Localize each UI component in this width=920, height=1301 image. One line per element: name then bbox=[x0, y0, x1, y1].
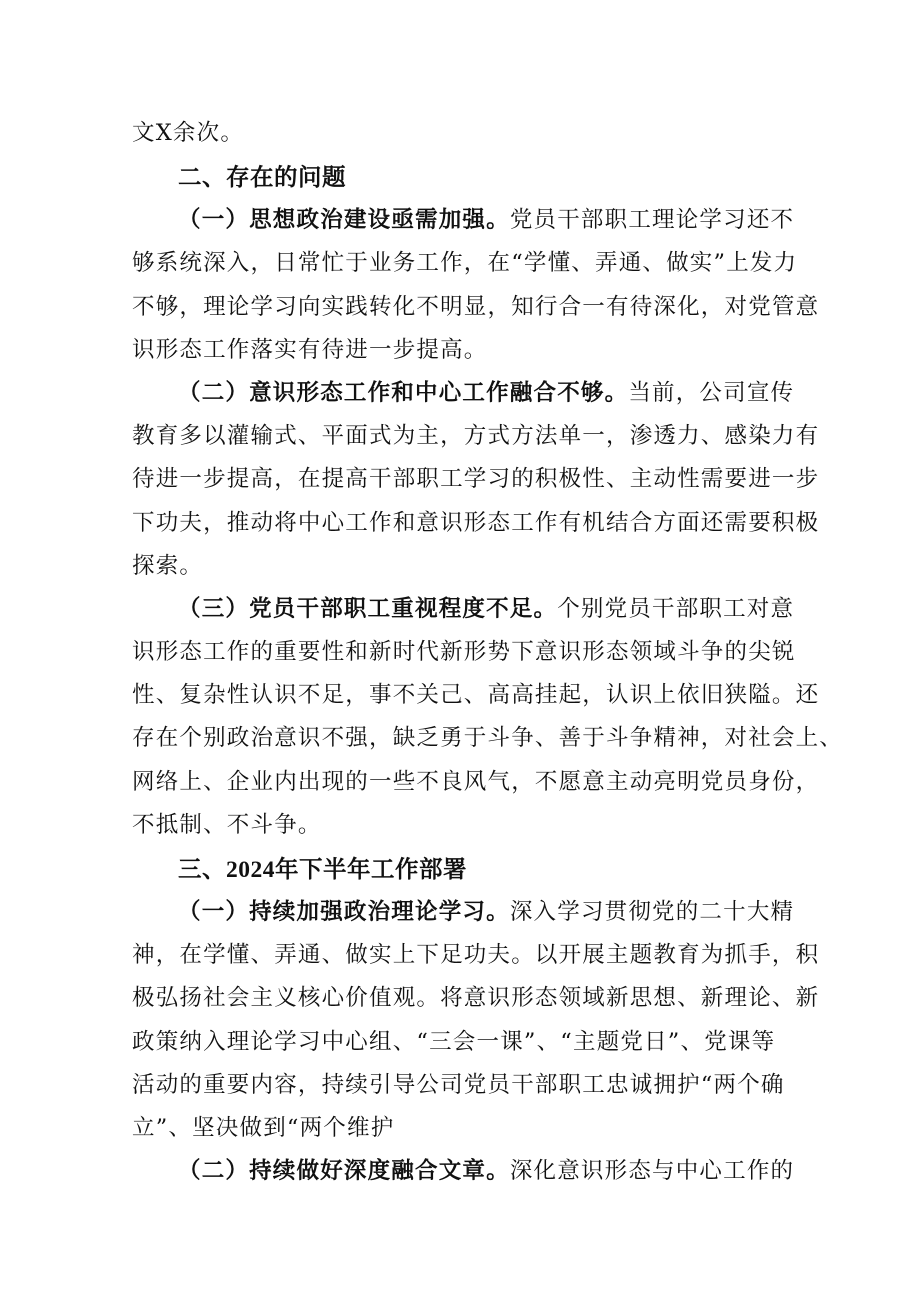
heading-year: 2024 bbox=[226, 857, 275, 883]
paragraph-line: 识形态工作落实有待进一步提高。 bbox=[132, 336, 488, 363]
paragraph-line: 活动的重要内容，持续引导公司党员干部职工忠诚拥护“两个确 bbox=[132, 1071, 785, 1098]
section-2-paragraph-1 bbox=[132, 199, 820, 372]
paragraph-line: 存在个别政治意识不强，缺乏勇于斗争、善于斗争精神，对社会上、 bbox=[132, 725, 844, 752]
paragraph-line: 网络上、企业内出现的一些不良风气，不愿意主动亮明党员身份， bbox=[132, 768, 820, 795]
section-3-paragraph-1 bbox=[132, 891, 820, 1150]
section-3-paragraph-2 bbox=[132, 1150, 797, 1193]
heading-prefix: 三、 bbox=[178, 855, 226, 883]
paragraph-line: 极弘扬社会主义核心价值观。将意识形态领域新思想、新理论、新 bbox=[132, 985, 820, 1012]
paragraph-line bbox=[132, 372, 797, 415]
intro-tail-line: 文X余次。 bbox=[132, 120, 245, 146]
paragraph-text: 深化意识形态与中心工作的 bbox=[509, 1158, 795, 1185]
paragraph-line: 立”、坚决做到“两个维护 bbox=[132, 1114, 395, 1141]
heading-suffix: 年下半年工作部署 bbox=[275, 855, 467, 883]
paragraph-line: 下功夫，推动将中心工作和意识形态工作有机结合方面还需要积极 bbox=[132, 509, 820, 536]
paragraph-line: 探索。 bbox=[132, 552, 204, 579]
paragraph-line: 政策纳入理论学习中心组、“三会一课”、“主题党日”、党课等 bbox=[132, 1028, 776, 1055]
paragraph-line: 够系统深入，日常忙于业务工作，在“学懂、弄通、做实”上发力 bbox=[132, 250, 798, 277]
paragraph-text: 党员干部职工理论学习还不 bbox=[509, 207, 795, 234]
paragraph-text: 当前，公司宣传 bbox=[628, 379, 795, 406]
paragraph-lead: （二）意识形态工作和中心工作融合不够。 bbox=[178, 379, 629, 406]
section-3-heading bbox=[132, 847, 797, 891]
paragraph-line: 识形态工作的重要性和新时代新形势下意识形态领域斗争的尖锐 bbox=[132, 639, 796, 666]
paragraph-line bbox=[132, 891, 797, 934]
paragraph-line bbox=[132, 588, 797, 631]
paragraph-line: 教育多以灌输式、平面式为主，方式方法单一，渗透力、感染力有 bbox=[132, 423, 820, 450]
paragraph-line: 神，在学懂、弄通、做实上下足功夫。以开展主题教育为抓手，积 bbox=[132, 942, 820, 969]
paragraph-lead: （一）持续加强政治理论学习。 bbox=[178, 899, 510, 925]
paragraph-line: 性、复杂性认识不足，事不关己、高高挂起，认识上依旧狭隘。还 bbox=[132, 682, 820, 709]
paragraph-lead: （一）思想政治建设亟需加强。 bbox=[178, 207, 510, 234]
paragraph-lead: （三）党员干部职工重视程度不足。 bbox=[178, 595, 558, 622]
section-2-paragraph-3 bbox=[132, 588, 844, 847]
paragraph-line: 不抵制、不斗争。 bbox=[132, 811, 322, 838]
paragraph-line bbox=[132, 1150, 797, 1193]
section-2-heading: 二、存在的问题 bbox=[178, 163, 346, 192]
paragraph-line bbox=[132, 199, 797, 242]
section-2-paragraph-2 bbox=[132, 372, 820, 588]
paragraph-line: 不够，理论学习向实践转化不明显，知行合一有待深化，对党管意 bbox=[132, 293, 820, 320]
paragraph-line: 待进一步提高，在提高干部职工学习的积极性、主动性需要进一步 bbox=[132, 466, 820, 493]
paragraph-lead: （二）持续做好深度融合文章。 bbox=[178, 1158, 510, 1185]
document-body bbox=[132, 112, 844, 1193]
paragraph-text: 深入学习贯彻党的二十大精 bbox=[509, 899, 795, 925]
paragraph-text: 个别党员干部职工对意 bbox=[557, 595, 795, 622]
